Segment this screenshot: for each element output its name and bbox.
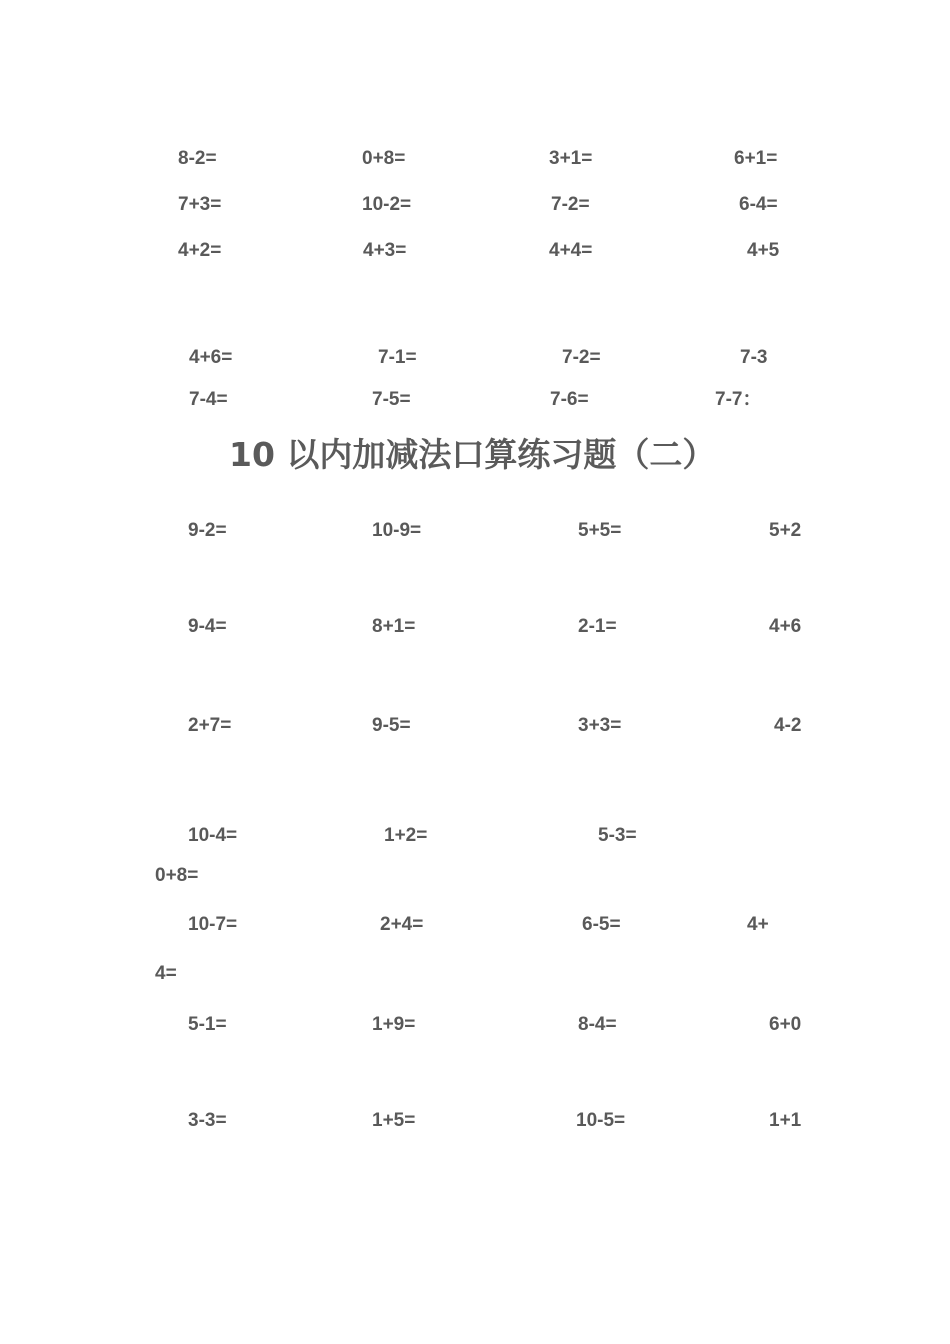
problem: 2-1= bbox=[578, 616, 617, 637]
problem: 1+1 bbox=[769, 1110, 802, 1131]
problem: 9-4= bbox=[188, 616, 227, 637]
problem: 4+3= bbox=[363, 240, 407, 261]
problem: 7-2= bbox=[551, 194, 590, 215]
problem: 5+2 bbox=[769, 520, 802, 541]
problem: 9-2= bbox=[188, 520, 227, 541]
problem: 7-3 bbox=[740, 347, 768, 368]
problem: 7-7： bbox=[715, 389, 762, 410]
problem: 3-3= bbox=[188, 1110, 227, 1131]
problem: 1+9= bbox=[372, 1014, 416, 1035]
problem: 0+8= bbox=[155, 865, 199, 886]
problem: 4+6 bbox=[769, 616, 802, 637]
problem: 0+8= bbox=[362, 148, 406, 169]
problem: 5-3= bbox=[598, 825, 637, 846]
problem: 3+1= bbox=[549, 148, 593, 169]
problem: 10-4= bbox=[188, 825, 238, 846]
problem: 6-4= bbox=[739, 194, 778, 215]
problem: 10-7= bbox=[188, 914, 238, 935]
problem: 3+3= bbox=[578, 715, 622, 736]
problem: 4+6= bbox=[189, 347, 233, 368]
worksheet-title: 10 以内加减法口算练习题（二） bbox=[229, 435, 716, 474]
problem: 10-2= bbox=[362, 194, 412, 215]
problem: 10-5= bbox=[576, 1110, 626, 1131]
problem: 4+4= bbox=[549, 240, 593, 261]
problem: 4+5 bbox=[747, 240, 780, 261]
problem: 8-4= bbox=[578, 1014, 617, 1035]
problem: 4+2= bbox=[178, 240, 222, 261]
problem: 4-2 bbox=[774, 715, 802, 736]
problem: 7-1= bbox=[378, 347, 417, 368]
problem: 1+2= bbox=[384, 825, 428, 846]
problem: 4= bbox=[155, 963, 177, 984]
problem: 7-4= bbox=[189, 389, 228, 410]
problem: 5-1= bbox=[188, 1014, 227, 1035]
problem: 6+1= bbox=[734, 148, 778, 169]
problem: 2+4= bbox=[380, 914, 424, 935]
problem: 9-5= bbox=[372, 715, 411, 736]
problem: 2+7= bbox=[188, 715, 232, 736]
problem: 7-6= bbox=[550, 389, 589, 410]
problem: 7+3= bbox=[178, 194, 222, 215]
problem: 7-2= bbox=[562, 347, 601, 368]
problem: 1+5= bbox=[372, 1110, 416, 1131]
problem: 6+0 bbox=[769, 1014, 802, 1035]
problem: 8+1= bbox=[372, 616, 416, 637]
problem: 7-5= bbox=[372, 389, 411, 410]
problem: 4+ bbox=[747, 914, 769, 935]
problem: 10-9= bbox=[372, 520, 422, 541]
problem: 8-2= bbox=[178, 148, 217, 169]
problem: 6-5= bbox=[582, 914, 621, 935]
problem: 5+5= bbox=[578, 520, 622, 541]
